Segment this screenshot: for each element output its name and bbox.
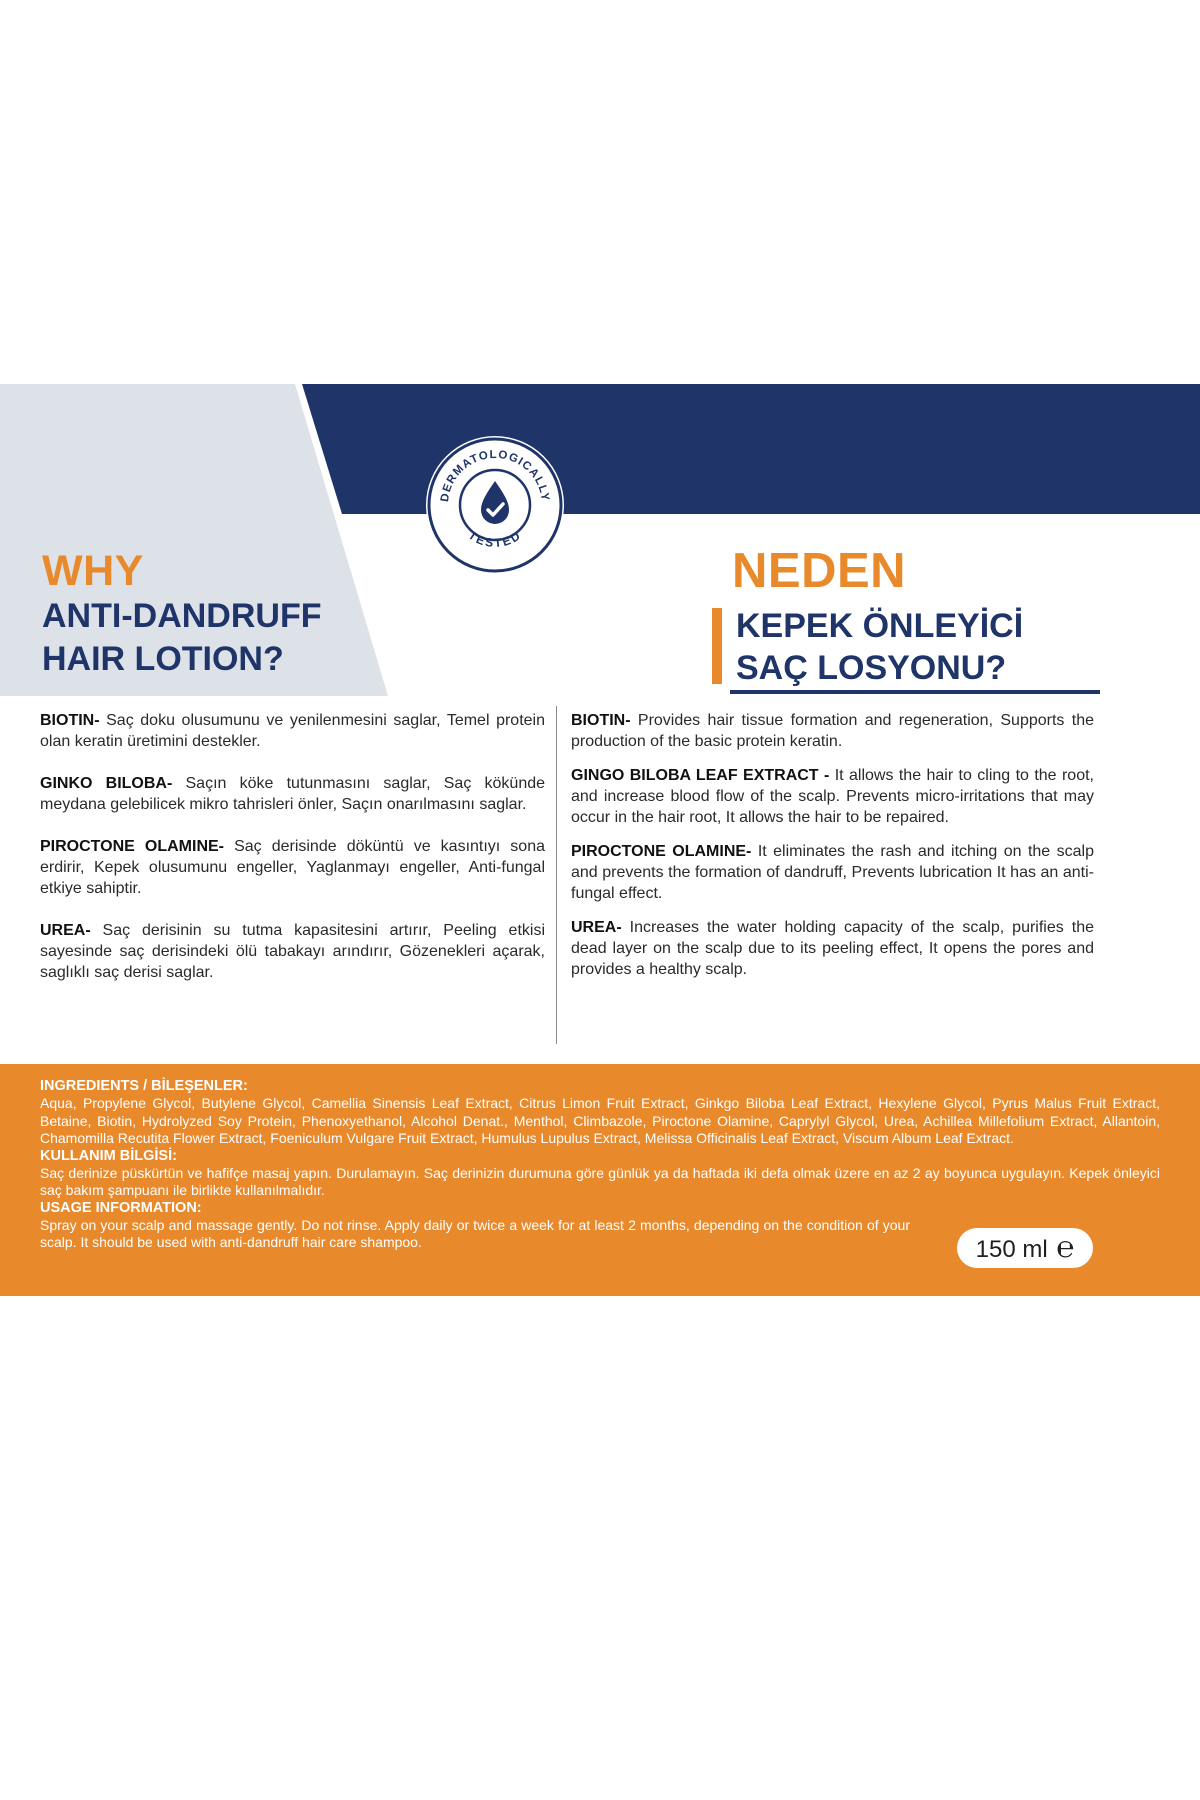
accent-bar xyxy=(712,608,722,684)
usage-en-text: Spray on your scalp and massage gently. Do not rinse. Apply daily or twice a week for at least 2 months, depending on the condition of your scalp. It should be used with anti-dandruff hair care shampoo. xyxy=(40,1216,910,1250)
title-underline xyxy=(730,690,1100,694)
benefit-item xyxy=(40,773,545,815)
volume-pill xyxy=(957,1228,1093,1268)
benefit-term: GINKO BILOBA- xyxy=(40,775,173,792)
volume-text: 150 ml xyxy=(975,1236,1048,1263)
title-en-line1: ANTI-DANDRUFF xyxy=(42,597,322,635)
benefit-item xyxy=(40,710,545,752)
benefit-text: Provides hair tissue formation and regeneration, Supports the production of the basic protein keratin. xyxy=(571,712,1094,750)
benefit-item xyxy=(571,765,1094,828)
badge-seal xyxy=(424,434,566,576)
turkish-benefits-column xyxy=(40,710,545,1004)
benefit-term: UREA- xyxy=(40,922,91,939)
estimated-sign: ℮ xyxy=(1056,1231,1075,1264)
title-english xyxy=(42,547,372,681)
title-why: WHY xyxy=(42,547,144,595)
title-tr-line1: KEPEK ÖNLEYİCİ xyxy=(736,607,1024,645)
benefit-text: Saçın köke tutunmasını saglar, Saç kökünde meydana gelebilicek mikro tahrisleri önler, Saçın onarılmasını saglar. xyxy=(40,775,546,813)
title-tr-line2: SAÇ LOSYONU? xyxy=(736,649,1007,687)
dermatologically-tested-badge xyxy=(424,434,566,576)
badge-bottom-text: TESTED xyxy=(465,527,525,551)
benefit-text: Increases the water holding capacity of the scalp, purifies the dead layer on the scalp due to its peeling effect, It opens the pores and provides a healthy scalp. xyxy=(571,919,1094,978)
usage-tr-text: Saç derinize püskürtün ve hafifçe masaj yapın. Durulamayın. Saç derinizin durumuna göre günlük ya da haftada iki defa olmak üzere en az 2 ay boyunca uygulayın. Kepek önleyici saç bakım şampuanı ile birlikte kullanılmalıdır. xyxy=(40,1164,1160,1198)
benefit-term: BIOTIN- xyxy=(40,712,100,729)
info-band xyxy=(0,1064,1200,1296)
benefit-item xyxy=(571,841,1094,904)
benefit-term: PIROCTONE OLAMINE- xyxy=(40,838,224,855)
column-divider xyxy=(556,706,557,1044)
badge-top-text: DERMATOLOGICALLY xyxy=(438,448,552,503)
usage-en-heading: USAGE INFORMATION: xyxy=(40,1199,202,1216)
benefit-item xyxy=(571,917,1094,980)
benefit-text: Saç derisinin su tutma kapasitesini artırır, Peeling etkisi sayesinde saç derisindeki ölü tabakayı arındırır, Gözenekleri açarak, saglıklı saç derisi saglar. xyxy=(40,922,545,981)
benefit-term: UREA- xyxy=(571,919,622,936)
benefit-item xyxy=(40,920,545,983)
benefit-text: Saç doku olusumunu ve yenilenmesini saglar, Temel protein olan keratin üretimini destekler. xyxy=(40,712,545,750)
title-neden: NEDEN xyxy=(732,544,907,598)
usage-tr-heading: KULLANIM BİLGİSİ: xyxy=(40,1147,177,1164)
benefit-item xyxy=(571,710,1094,752)
product-label xyxy=(0,384,1200,1296)
benefit-text: Saç derisinde döküntü ve kasıntıyı sona erdirir, Kepek olusumunu engeller, Yaglanmayı engeller, Anti-fungal etkiye sahiptir. xyxy=(40,838,546,897)
benefit-text: It allows the hair to cling to the root, and increase blood flow of the scalp. Prevents micro-irritations that may occur in the hair root, It allows the hair to be repaired. xyxy=(571,767,1094,826)
ingredients-text: Aqua, Propylene Glycol, Butylene Glycol, Camellia Sinensis Leaf Extract, Citrus Limon Fruit Extract, Ginkgo Biloba Leaf Extract, Hexylene Glycol, Pyrus Malus Fruit Extract, Betaine, Biotin, Hydrolyzed Soy Protein, Phenoxyethanol, Alcohol Denat., Menthol, Climbazole, Piroctone Olamine, Caprylyl Glycol, Urea, Achillea Millefolium Extract, Allantoin, Chamomilla Recutita Flower Extract, Foeniculum Vulgare Fruit Extract, Humulus Lupulus Extract, Melissa Officinalis Leaf Extract, Viscum Album Leaf Extract. xyxy=(40,1095,1160,1146)
benefit-term: PIROCTONE OLAMINE- xyxy=(571,843,752,860)
benefit-text: It eliminates the rash and itching on the scalp and prevents the formation of dandruff, Prevents lubrication It has an anti-fungal effect. xyxy=(571,843,1094,902)
benefit-item xyxy=(40,836,545,899)
benefit-term: GINGO BILOBA LEAF EXTRACT - xyxy=(571,767,830,784)
title-en-line2: HAIR LOTION? xyxy=(42,640,284,678)
ingredients-heading: INGREDIENTS / BİLEŞENLER: xyxy=(40,1078,248,1094)
english-benefits-column xyxy=(571,710,1094,993)
benefit-term: BIOTIN- xyxy=(571,712,631,729)
